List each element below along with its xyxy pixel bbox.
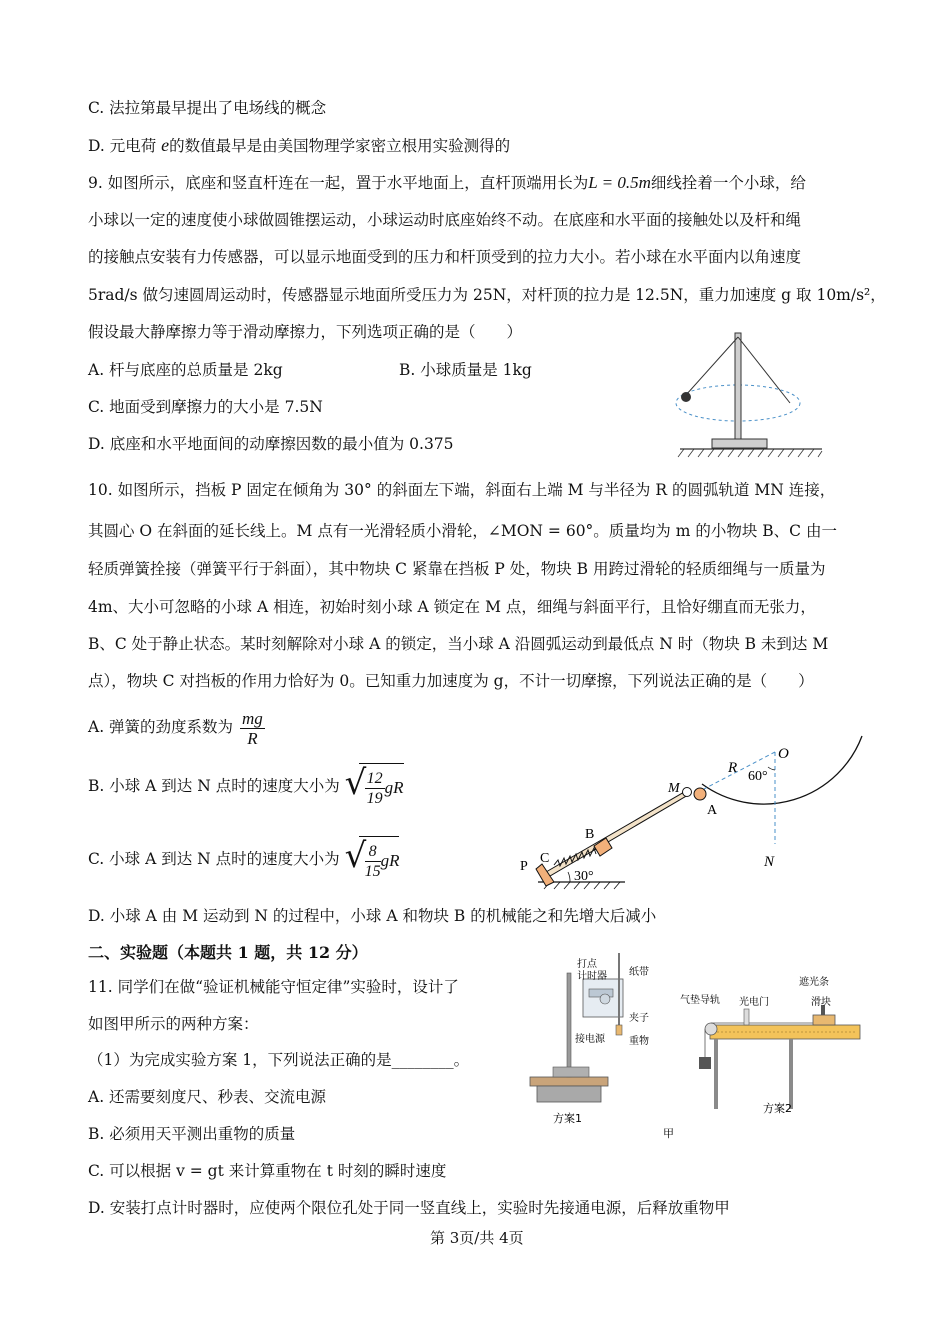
ball-A — [694, 788, 706, 800]
stand-base — [553, 1067, 589, 1077]
svg-text:打点: 打点 — [577, 959, 597, 970]
q10-option-b: B. 小球 A 到达 N 点时的速度大小为 √ $\frac{12}{19}$ gR — [88, 762, 404, 812]
q8-option-c: C. 法拉第最早提出了电场线的概念 — [88, 99, 327, 117]
svg-text:气垫导轨: 气垫导轨 — [680, 995, 720, 1006]
page-footer: 第 3页/共 4页 — [430, 1229, 524, 1247]
q9-option-a: A. 杆与底座的总质量是 2kg — [88, 361, 283, 379]
q9-option-b: B. 小球质量是 1kg — [399, 361, 532, 379]
label-slope-30: 30° — [574, 869, 594, 884]
table-leg-2 — [789, 1039, 793, 1109]
q10-line-3: 轻质弹簧拴接（弹簧平行于斜面），其中物块 C 紧靠在挡板 P 处，物块 B 用跨过滑轮的轻质细绳与一质量为 — [88, 560, 826, 578]
q8-option-d: D. 元电荷 e的数值最早是由美国物理学家密立根用实验测得的 — [88, 135, 511, 155]
svg-text:接电源: 接电源 — [575, 1034, 605, 1045]
label-B: B — [585, 827, 595, 842]
ball — [681, 392, 691, 402]
q9-line-4: 5rad/s 做匀速圆周运动时，传感器显示地面所受压力为 25N，对杆顶的拉力是 12.5N，重力加速度 g 取 10m/s²， — [88, 286, 886, 304]
q9-option-d: D. 底座和水平地面间的动摩擦因数的最小值为 0.375 — [88, 435, 454, 453]
q11-option-d: D. 安装打点计时器时，应使两个限位孔处于同一竖直线上，实验时先接通电源，后释放重物甲 — [88, 1199, 730, 1217]
table-leg-1 — [714, 1039, 718, 1109]
conical-pendulum-figure — [672, 325, 842, 465]
q9-line-3: 的接触点安装有力传感器，可以显示地面受到的压力和杆顶受到的拉力大小。若小球在水平面内以角速度 — [88, 248, 802, 266]
q9-option-c: C. 地面受到摩擦力的大小是 7.5N — [88, 398, 323, 416]
stand-pole — [567, 973, 571, 1077]
label-A: A — [707, 803, 718, 818]
label-R: R — [728, 760, 738, 776]
option-a-fraction: $\frac{mg}{R}$ — [242, 708, 263, 748]
label-jia: 甲 — [663, 1127, 674, 1140]
ground-hatch — [678, 449, 822, 457]
q11-option-b: B. 必须用天平测出重物的质量 — [88, 1125, 296, 1143]
q9-line-1: 9. 如图所示，底座和竖直杆连在一起，置于水平地面上，直杆顶端用长为L = 0.5m细线拴着一个小球，给 — [88, 173, 806, 192]
incline-arc-figure — [510, 732, 870, 892]
q10-option-a: A. 弹簧的劲度系数为 $\frac{mg}{R}$ — [88, 708, 263, 748]
svg-text:纸带: 纸带 — [629, 967, 649, 978]
q11-line-2: 如图甲所示的两种方案： — [88, 1015, 259, 1033]
q9-line-2: 小球以一定的速度使小球做圆锥摆运动，小球运动时底座始终不动。在底座和水平面的接触处以及杆和绳 — [88, 211, 802, 229]
label-angle-60: 60° — [748, 769, 768, 784]
label-plan-2: 方案2 — [763, 1102, 792, 1115]
incline-rod — [546, 791, 688, 876]
label-O: O — [778, 746, 789, 762]
experiment-figure — [525, 945, 870, 1145]
label-P: P — [520, 859, 528, 874]
svg-text:重物: 重物 — [629, 1036, 649, 1047]
q10-option-d: D. 小球 A 由 M 运动到 N 的过程中，小球 A 和物块 B 的机械能之和先增大后减小 — [88, 907, 657, 925]
photogate — [744, 1009, 749, 1025]
q10-line-1: 10. 如图所示，挡板 P 固定在倾角为 30° 的斜面左下端，斜面右上端 M 与半径为 R 的圆弧轨道 MN 连接， — [88, 481, 836, 499]
q11-option-c: C. 可以根据 v = gt 来计算重物在 t 时刻的瞬时速度 — [88, 1162, 447, 1180]
q9-line-5: 假设最大静摩擦力等于滑动摩擦力，下列选项正确的是（ ） — [88, 323, 523, 341]
q10-line-4: 4m、大小可忽略的小球 A 相连，初始时刻小球 A 锁定在 M 点，细绳与斜面平行，且恰好绷直而无张力， — [88, 598, 816, 616]
q10-line-5: B、C 处于静止状态。某时刻解除对小球 A 的锁定，当小球 A 沿圆弧运动到最低点 N 时（物块 B 未到达 M — [88, 635, 829, 653]
q11-option-a: A. 还需要刻度尺、秒表、交流电源 — [88, 1088, 327, 1106]
hanging-mass — [699, 1057, 711, 1069]
label-C: C — [540, 851, 550, 866]
section-2-heading: 二、实验题（本题共 1 题，共 12 分） — [88, 943, 368, 962]
svg-text:遮光条: 遮光条 — [799, 977, 829, 988]
label-M: M — [668, 781, 680, 796]
pulley — [683, 788, 692, 797]
q11-line-1: 11. 同学们在做“验证机械能守恒定律”实验时，设计了 — [88, 978, 459, 996]
q11-line-3: （1）为完成实验方案 1，下列说法正确的是________。 — [88, 1051, 470, 1069]
string-right — [738, 337, 790, 403]
option-c-sqrt: √ $\frac{8}{15}$ gR — [345, 836, 400, 885]
svg-text:滑块: 滑块 — [811, 997, 831, 1008]
label-N: N — [764, 854, 775, 870]
pole — [735, 333, 741, 441]
svg-text:夹子: 夹子 — [629, 1013, 649, 1024]
table-1 — [530, 1077, 608, 1086]
q10-line-6: 点），物块 C 对挡板的作用力恰好为 0。已知重力加速度为 g，不计一切摩擦，下列说法正确的是（ ） — [88, 672, 814, 690]
q10-option-c: C. 小球 A 到达 N 点时的速度大小为 √ $\frac{8}{15}$ gR — [88, 835, 399, 885]
svg-text:计时器: 计时器 — [577, 971, 607, 982]
option-b-sqrt: √ $\frac{12}{19}$ gR — [345, 763, 404, 812]
label-plan-1: 方案1 — [553, 1112, 582, 1125]
base — [712, 439, 767, 448]
svg-text:光电门: 光电门 — [739, 997, 769, 1008]
weight — [616, 1025, 622, 1035]
glider — [813, 1015, 835, 1025]
q10-line-2: 其圆心 O 在斜面的延长线上。M 点有一光滑轻质小滑轮，∠MON = 60°。质量均为 m 的小物块 B、C 由一 — [88, 522, 837, 540]
pulley-2 — [705, 1023, 717, 1035]
